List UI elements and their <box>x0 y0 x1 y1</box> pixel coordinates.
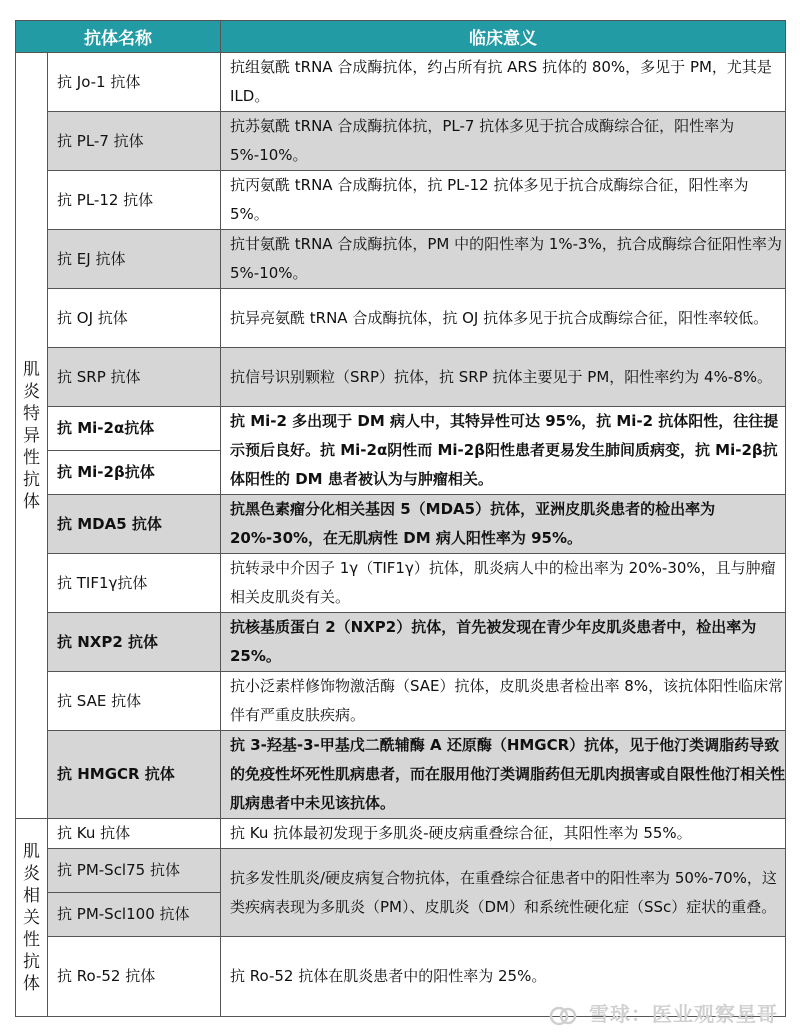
clinical-meaning: 抗小泛素样修饰物激活酶（SAE）抗体，皮肌炎患者检出率 8%，该抗体阳性临床常伴有严重皮肤疾病。 <box>221 672 786 731</box>
header-clinical-meaning: 临床意义 <box>221 21 786 53</box>
table-row <box>16 289 786 348</box>
antibody-table <box>15 20 786 1017</box>
antibody-name: 抗 Mi-2α抗体 <box>48 407 221 451</box>
antibody-name: 抗 Ku 抗体 <box>48 819 221 849</box>
antibody-name: 抗 Ro-52 抗体 <box>48 937 221 1017</box>
clinical-meaning: 抗信号识别颗粒（SRP）抗体，抗 SRP 抗体主要见于 PM，阳性率约为 4%-8%。 <box>221 348 786 407</box>
antibody-name: 抗 PM-Scl100 抗体 <box>48 893 221 937</box>
antibody-name: 抗 PL-7 抗体 <box>48 112 221 171</box>
table-row <box>16 348 786 407</box>
antibody-name: 抗 SRP 抗体 <box>48 348 221 407</box>
table-row <box>16 407 786 451</box>
antibody-name: 抗 OJ 抗体 <box>48 289 221 348</box>
table-row <box>16 230 786 289</box>
snowball-logo-icon <box>549 1005 577 1027</box>
table-row <box>16 819 786 849</box>
table-row <box>16 849 786 893</box>
table-row <box>16 731 786 819</box>
group-label-myositis-associated: 肌 炎 相 关 性 抗 体 <box>16 819 48 1017</box>
table-row <box>16 171 786 230</box>
antibody-name: 抗 EJ 抗体 <box>48 230 221 289</box>
antibody-name: 抗 TIF1γ抗体 <box>48 554 221 613</box>
antibody-name: 抗 NXP2 抗体 <box>48 613 221 672</box>
antibody-name: 抗 PM-Scl75 抗体 <box>48 849 221 893</box>
watermark <box>549 998 778 1027</box>
clinical-meaning: 抗组氨酰 tRNA 合成酶抗体，约占所有抗 ARS 抗体的 80%，多见于 PM，尤其是 ILD。 <box>221 53 786 112</box>
antibody-name: 抗 Jo-1 抗体 <box>48 53 221 112</box>
clinical-meaning: 抗黑色素瘤分化相关基因 5（MDA5）抗体，亚洲皮肌炎患者的检出率为 20%-30%，在无肌病性 DM 病人阳性率为 95%。 <box>221 495 786 554</box>
watermark-text: 雪球：医业观察星哥 <box>589 1002 778 1026</box>
table-row <box>16 53 786 112</box>
group-label-myositis-specific: 肌 炎 特 异 性 抗 体 <box>16 53 48 819</box>
antibody-name: 抗 HMGCR 抗体 <box>48 731 221 819</box>
antibody-name: 抗 SAE 抗体 <box>48 672 221 731</box>
antibody-name: 抗 MDA5 抗体 <box>48 495 221 554</box>
antibody-name: 抗 PL-12 抗体 <box>48 171 221 230</box>
table-row <box>16 112 786 171</box>
table-row <box>16 495 786 554</box>
clinical-meaning: 抗 Ku 抗体最初发现于多肌炎-硬皮病重叠综合征，其阳性率为 55%。 <box>221 819 786 849</box>
table-row <box>16 554 786 613</box>
table-header-row <box>16 21 786 53</box>
clinical-meaning: 抗多发性肌炎/硬皮病复合物抗体，在重叠综合征患者中的阳性率为 50%-70%，这类疾病表现为多肌炎（PM）、皮肌炎（DM）和系统性硬化症（SSc）症状的重叠。 <box>221 849 786 937</box>
clinical-meaning: 抗苏氨酰 tRNA 合成酶抗体抗，PL-7 抗体多见于抗合成酶综合征，阳性率为 5%-10%。 <box>221 112 786 171</box>
clinical-meaning: 抗甘氨酰 tRNA 合成酶抗体，PM 中的阳性率为 1%-3%，抗合成酶综合征阳性率为 5%-10%。 <box>221 230 786 289</box>
table-row <box>16 672 786 731</box>
antibody-name: 抗 Mi-2β抗体 <box>48 451 221 495</box>
table-row <box>16 613 786 672</box>
clinical-meaning: 抗 3-羟基-3-甲基戊二酰辅酶 A 还原酶（HMGCR）抗体，见于他汀类调脂药导致的免疫性坏死性肌病患者，而在服用他汀类调脂药但无肌肉损害或自限性他汀相关性肌病患者中未见该抗体。 <box>221 731 786 819</box>
clinical-meaning: 抗转录中介因子 1γ（TIF1γ）抗体，肌炎病人中的检出率为 20%-30%，且与肿瘤相关皮肌炎有关。 <box>221 554 786 613</box>
clinical-meaning: 抗丙氨酰 tRNA 合成酶抗体，抗 PL-12 抗体多见于抗合成酶综合征，阳性率为 5%。 <box>221 171 786 230</box>
clinical-meaning: 抗核基质蛋白 2（NXP2）抗体，首先被发现在青少年皮肌炎患者中，检出率为 25%。 <box>221 613 786 672</box>
clinical-meaning: 抗异亮氨酰 tRNA 合成酶抗体，抗 OJ 抗体多见于抗合成酶综合征，阳性率较低。 <box>221 289 786 348</box>
header-antibody-name: 抗体名称 <box>16 21 221 53</box>
clinical-meaning: 抗 Mi-2 多出现于 DM 病人中，其特异性可达 95%，抗 Mi-2 抗体阳性，往往提示预后良好。抗 Mi-2α阴性而 Mi-2β阳性患者更易发生肺间质病变，抗 Mi-2β抗体阳性的 DM 患者被认为与肿瘤相关。 <box>221 407 786 495</box>
clinical-meaning: 抗 Ro-52 抗体在肌炎患者中的阳性率为 25%。 <box>221 937 786 1017</box>
